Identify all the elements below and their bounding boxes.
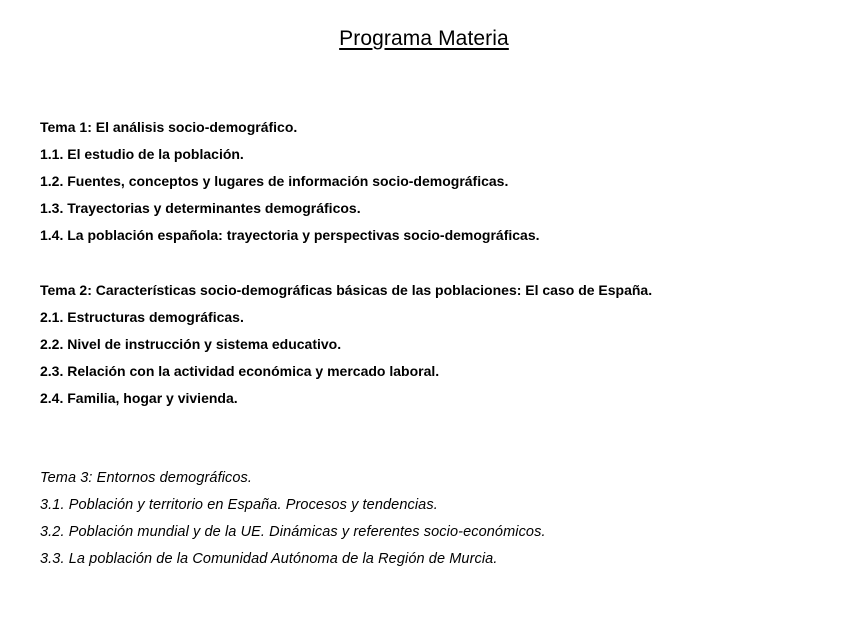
tema-1-item: 1.3. Trayectorias y determinantes demográficos. xyxy=(40,200,361,216)
tema-1-section xyxy=(40,114,830,249)
tema-2-section xyxy=(40,277,830,412)
tema-2-item: 2.2. Nivel de instrucción y sistema educativo. xyxy=(40,336,342,352)
tema-3-item: 3.2. Población mundial y de la UE. Dinámicas y referentes socio-económicos. xyxy=(40,524,546,540)
tema-2-item: 2.1. Estructuras demográficas. xyxy=(40,309,244,325)
tema-3-item: 3.1. Población y territorio en España. Procesos y tendencias. xyxy=(40,497,438,513)
tema-3-section xyxy=(40,465,830,573)
tema-3-item: 3.3. La población de la Comunidad Autónoma de la Región de Murcia. xyxy=(40,551,498,567)
tema-1-item: 1.4. La población española: trayectoria y perspectivas socio-demográficas. xyxy=(40,227,540,243)
tema-1-item: 1.1. El estudio de la población. xyxy=(40,146,244,162)
tema-2-heading: Tema 2: Características socio-demográficas básicas de las poblaciones: El caso de España. xyxy=(40,282,653,298)
tema-1-item: 1.2. Fuentes, conceptos y lugares de información socio-demográficas. xyxy=(40,173,509,189)
tema-3-heading: Tema 3: Entornos demográficos. xyxy=(40,470,253,486)
page-title: Programa Materia xyxy=(339,27,509,50)
tema-2-item: 2.3. Relación con la actividad económica y mercado laboral. xyxy=(40,363,440,379)
tema-2-item: 2.4. Familia, hogar y vivienda. xyxy=(40,390,238,406)
tema-1-heading: Tema 1: El análisis socio-demográfico. xyxy=(40,119,298,135)
